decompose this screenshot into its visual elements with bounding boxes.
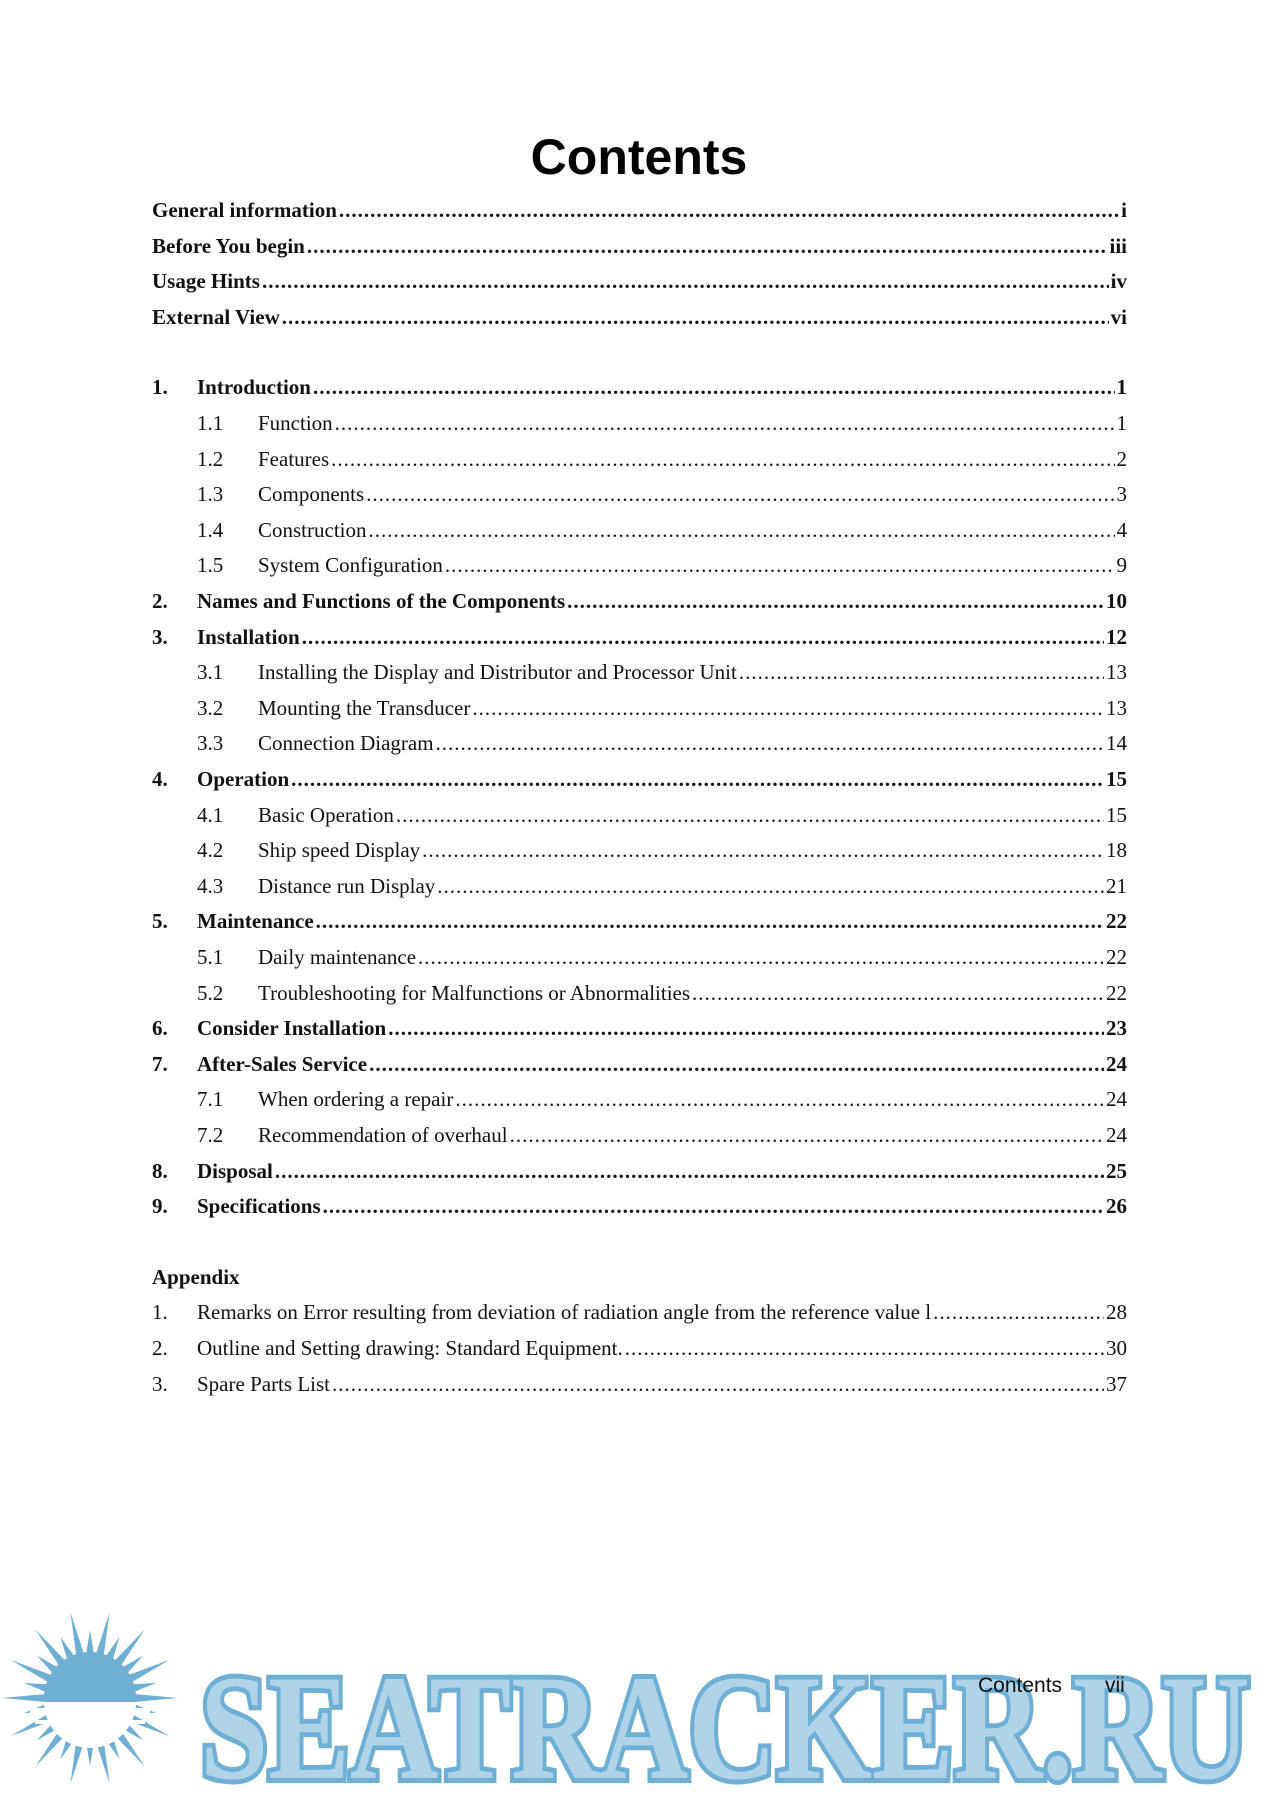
dot-leader — [933, 1296, 1104, 1328]
toc-entry-chapter[interactable] — [152, 1048, 1127, 1080]
entry-number: 6. — [152, 1016, 168, 1041]
entry-page-number: 13 — [1106, 660, 1127, 685]
entry-title: Installing the Display and Distributor and Processor Unit — [258, 660, 737, 685]
toc-entry-section[interactable] — [197, 443, 1127, 475]
entry-page-number: 26 — [1106, 1194, 1127, 1219]
toc-entry-chapter[interactable] — [152, 1190, 1127, 1222]
entry-number: 1. — [152, 1300, 168, 1325]
entry-page-number: 22 — [1106, 909, 1127, 934]
toc-entry-appendix[interactable] — [152, 1332, 1127, 1364]
entry-title: Specifications — [197, 1194, 321, 1219]
entry-page-number: 23 — [1106, 1016, 1127, 1041]
dot-leader — [302, 621, 1104, 653]
toc-entry-front-matter[interactable] — [152, 230, 1127, 262]
entry-number: 7.1 — [197, 1087, 224, 1112]
entry-page-number: 30 — [1106, 1336, 1127, 1360]
toc-entry-section[interactable] — [197, 514, 1127, 546]
entry-number: 3. — [152, 1371, 168, 1396]
entry-title: Names and Functions of the Components — [197, 589, 566, 613]
toc-entry-chapter[interactable] — [152, 585, 1127, 617]
dot-leader — [262, 265, 1109, 297]
toc-entry-appendix[interactable] — [152, 1368, 1127, 1400]
toc-entry-section[interactable] — [197, 656, 1127, 688]
entry-page-number: 25 — [1106, 1158, 1127, 1183]
entry-page-number: 22 — [1106, 945, 1127, 969]
entry-number: 3.1 — [197, 660, 224, 685]
entry-title: External View — [152, 304, 280, 329]
entry-number: 4.3 — [197, 873, 224, 898]
dot-leader — [692, 977, 1104, 1009]
dot-leader — [335, 407, 1115, 439]
toc-entry-section[interactable] — [197, 834, 1127, 866]
entry-number: 5.2 — [197, 980, 224, 1005]
entry-page-number: 9 — [1116, 553, 1127, 578]
entry-number: 1. — [152, 375, 168, 400]
toc-entry-section[interactable] — [197, 727, 1127, 759]
appendix-heading: Appendix — [152, 1264, 240, 1289]
dot-leader — [313, 371, 1115, 403]
entry-title: After-Sales Service — [197, 1051, 368, 1076]
entry-page-number: 2 — [1116, 446, 1127, 471]
entry-number: 3. — [152, 624, 168, 649]
dot-leader — [422, 834, 1104, 866]
dot-leader — [455, 1083, 1104, 1115]
dot-leader — [396, 799, 1104, 831]
entry-number: 4. — [152, 767, 168, 791]
entry-number: 5.1 — [197, 945, 224, 969]
toc-entry-section[interactable] — [197, 799, 1127, 831]
entry-page-number: 22 — [1106, 980, 1127, 1005]
dot-leader — [323, 1190, 1104, 1222]
entry-number: 1.4 — [197, 517, 224, 542]
entry-title: Usage Hints — [152, 269, 260, 294]
entry-page-number: 12 — [1106, 624, 1127, 649]
entry-page-number: 18 — [1106, 838, 1127, 863]
toc-entry-chapter[interactable] — [152, 763, 1127, 795]
entry-title: System Configuration — [258, 553, 443, 578]
dot-leader — [339, 194, 1119, 226]
entry-page-number: iii — [1109, 233, 1127, 258]
entry-page-number: i — [1121, 198, 1127, 222]
footer-page-number: vii — [1105, 1674, 1125, 1697]
dot-leader — [445, 549, 1115, 581]
entry-title: Ship speed Display — [258, 838, 421, 863]
entry-page-number: 4 — [1116, 517, 1127, 542]
dot-leader — [275, 1155, 1104, 1187]
toc-entry-chapter[interactable] — [152, 621, 1127, 653]
entry-page-number: 1 — [1116, 411, 1127, 435]
dot-leader — [510, 1119, 1104, 1151]
entry-title: Introduction — [197, 375, 311, 400]
toc-entry-chapter[interactable] — [152, 1012, 1127, 1044]
dot-leader — [437, 870, 1104, 902]
entry-number: 9. — [152, 1194, 168, 1219]
toc-entry-section[interactable] — [197, 977, 1127, 1009]
entry-page-number: 28 — [1106, 1300, 1127, 1325]
dot-leader — [307, 230, 1108, 262]
dot-leader — [739, 656, 1104, 688]
entry-title: Features — [258, 446, 330, 471]
entry-title: Function — [258, 411, 333, 435]
toc-entry-front-matter[interactable] — [152, 265, 1127, 297]
dot-leader — [418, 941, 1104, 973]
entry-title: Maintenance — [197, 909, 314, 934]
entry-page-number: 37 — [1106, 1371, 1127, 1396]
entry-number: 1.5 — [197, 553, 224, 578]
dot-leader — [331, 443, 1114, 475]
dot-leader — [332, 1368, 1104, 1400]
entry-number: 4.2 — [197, 838, 224, 863]
entry-number: 1.2 — [197, 446, 224, 471]
entry-title: Spare Parts List — [197, 1371, 330, 1396]
toc-entry-front-matter[interactable] — [152, 301, 1127, 333]
entry-title: Operation — [197, 767, 290, 791]
entry-title: Outline and Setting drawing: Standard Equipment. — [197, 1336, 623, 1360]
entry-page-number: 13 — [1106, 695, 1127, 720]
toc-entry-section[interactable] — [197, 870, 1127, 902]
entry-page-number: vi — [1110, 304, 1127, 329]
dot-leader — [316, 905, 1104, 937]
dot-leader — [567, 585, 1104, 617]
dot-leader — [436, 727, 1104, 759]
entry-title: Components — [258, 482, 365, 507]
footer-label: Contents — [978, 1674, 1063, 1697]
entry-title: Mounting the Transducer — [258, 695, 471, 720]
entry-page-number: 15 — [1106, 802, 1127, 827]
toc-entry-section[interactable] — [197, 692, 1127, 724]
entry-number: 2. — [152, 1336, 168, 1360]
entry-title: Installation — [197, 624, 300, 649]
watermark-text-fill: SEATRACKER.RU — [200, 1645, 1250, 1809]
entry-page-number: 24 — [1106, 1123, 1127, 1147]
entry-title: Daily maintenance — [258, 945, 417, 969]
entry-title: Consider Installation — [197, 1016, 387, 1041]
entry-page-number: 10 — [1106, 589, 1127, 613]
watermark-text: SEATRACKER.RU — [200, 1645, 1250, 1809]
entry-number: 1.1 — [197, 411, 224, 435]
entry-page-number: 15 — [1106, 767, 1127, 791]
entry-number: 4.1 — [197, 802, 224, 827]
entry-number: 1.3 — [197, 482, 224, 507]
entry-title: General information — [152, 198, 337, 222]
entry-page-number: 14 — [1106, 731, 1127, 756]
entry-title: Disposal — [197, 1158, 273, 1183]
dot-leader — [282, 301, 1109, 333]
entry-number: 2. — [152, 589, 168, 613]
dot-leader — [625, 1332, 1104, 1364]
toc-entry-chapter[interactable] — [152, 905, 1127, 937]
entry-number: 7. — [152, 1051, 168, 1076]
entry-number: 7.2 — [197, 1123, 224, 1147]
entry-title: Recommendation of overhaul — [258, 1123, 508, 1147]
entry-page-number: 3 — [1116, 482, 1127, 507]
entry-number: 5. — [152, 909, 168, 934]
entry-title: Troubleshooting for Malfunctions or Abnormalities — [258, 980, 691, 1005]
toc-entry-section[interactable] — [197, 407, 1127, 439]
toc-entry-chapter[interactable] — [152, 371, 1127, 403]
entry-title: Construction — [258, 517, 367, 542]
entry-number: 3.3 — [197, 731, 224, 756]
entry-page-number: iv — [1110, 269, 1127, 294]
dot-leader — [388, 1012, 1104, 1044]
toc-entry-section[interactable] — [197, 549, 1127, 581]
entry-number: 3.2 — [197, 695, 224, 720]
toc-entry-chapter[interactable] — [152, 1155, 1127, 1187]
toc-entry-section[interactable] — [197, 941, 1127, 973]
entry-page-number: 21 — [1106, 873, 1127, 898]
entry-number: 8. — [152, 1158, 168, 1183]
sun-icon — [2, 1612, 178, 1784]
dot-leader — [369, 1048, 1104, 1080]
entry-title: Distance run Display — [258, 873, 436, 898]
dot-leader — [369, 514, 1115, 546]
entry-title: Connection Diagram — [258, 731, 434, 756]
page-title: Contents — [530, 129, 748, 185]
entry-title: Remarks on Error resulting from deviation of radiation angle from the reference value l — [197, 1300, 932, 1325]
entry-title: When ordering a repair — [258, 1087, 454, 1112]
watermark — [0, 1610, 1278, 1809]
toc-entry-front-matter[interactable] — [152, 194, 1127, 226]
toc-entry-appendix[interactable] — [152, 1296, 1127, 1328]
dot-leader — [366, 478, 1114, 510]
toc-entry-section[interactable] — [197, 1119, 1127, 1151]
entry-page-number: 1 — [1116, 375, 1127, 400]
toc-entry-section[interactable] — [197, 478, 1127, 510]
entry-title: Basic Operation — [258, 802, 394, 827]
entry-page-number: 24 — [1106, 1051, 1127, 1076]
toc-entry-section[interactable] — [197, 1083, 1127, 1115]
entry-page-number: 24 — [1106, 1087, 1127, 1112]
entry-title: Before You begin — [152, 233, 305, 258]
dot-leader — [291, 763, 1104, 795]
dot-leader — [472, 692, 1104, 724]
